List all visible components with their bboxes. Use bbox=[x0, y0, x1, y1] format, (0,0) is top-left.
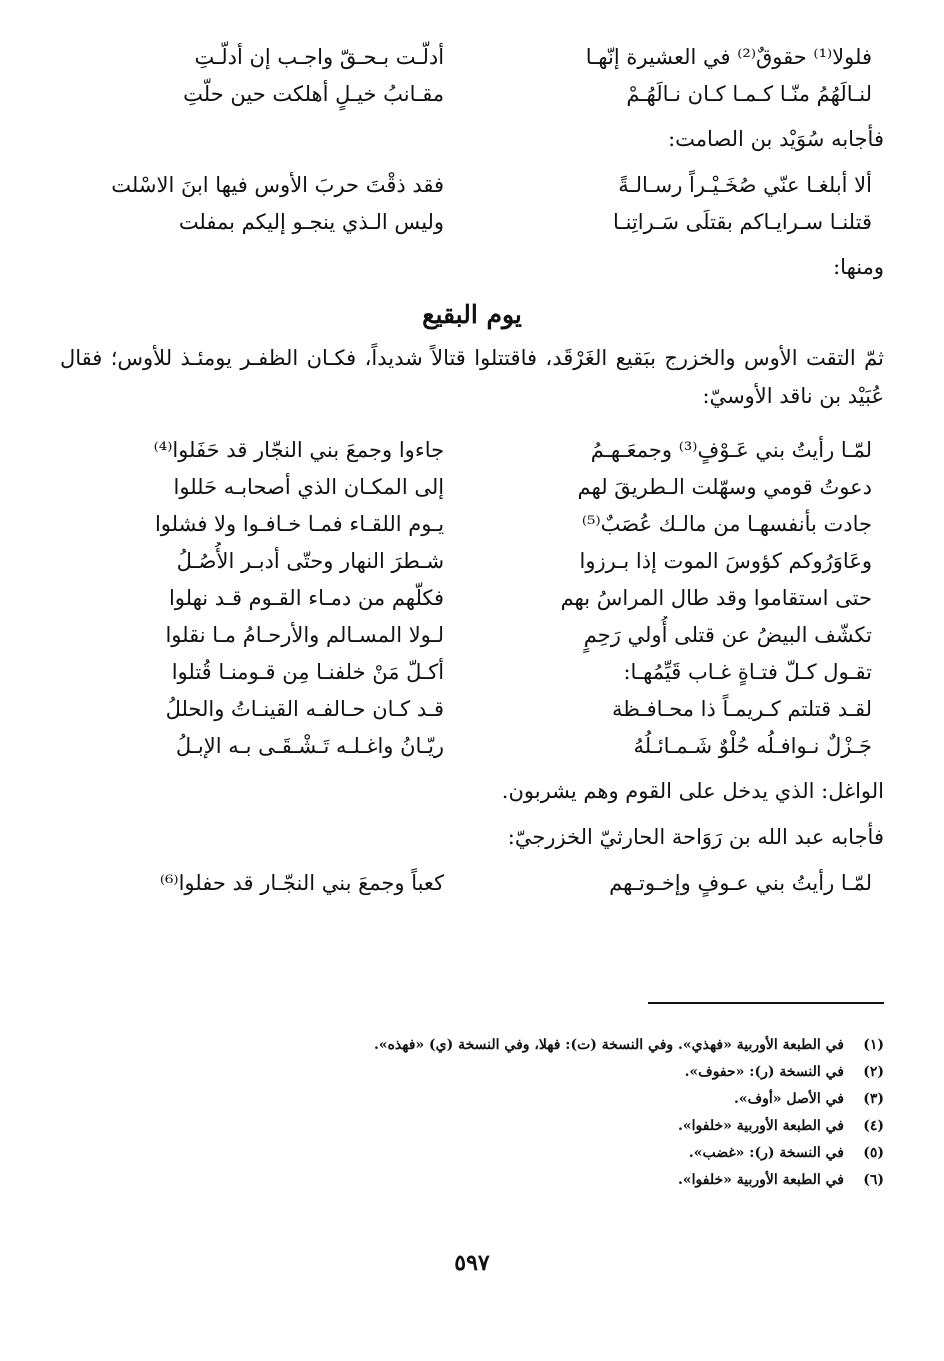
reply-intro-1: فأجابه سُوَيْد بن الصامت: bbox=[668, 127, 884, 151]
verse-line bbox=[60, 203, 884, 240]
verse-line bbox=[60, 864, 884, 901]
poem-block-2 bbox=[60, 166, 884, 240]
verse-line bbox=[60, 616, 884, 653]
verse-first-hemistich: جادت بأنفسهـا من مالـك عُصَبٌ⁽⁵⁾ bbox=[581, 511, 872, 536]
verse-line bbox=[60, 505, 884, 542]
footnote-number: (١) bbox=[863, 1037, 884, 1053]
verse-first-hemistich: لمّـا رأيتُ بني عَـوْفٍ⁽³⁾ وجمعَـهـمُ bbox=[590, 437, 872, 462]
verse-line bbox=[60, 468, 884, 505]
verse-second-hemistich: لـولا المسـالم والأرحـامُ مـا نقلوا bbox=[165, 622, 445, 647]
verse-line bbox=[60, 579, 884, 616]
verse-line bbox=[60, 727, 884, 764]
verse-second-hemistich: ريّـانُ واغـلـه تَـشْـقَـى بـه الإبـلُ bbox=[175, 733, 445, 758]
verse-first-hemistich: تكشّف البيضُ عن قتلى أُولي رَحِمٍ bbox=[583, 622, 872, 647]
verse-line bbox=[60, 431, 884, 468]
verse-second-hemistich: شـطرَ النهار وحتّى أدبـر الأُصُـلُ bbox=[176, 548, 445, 573]
footnote-number: (٣) bbox=[863, 1091, 884, 1107]
gloss-line: الواغل: الذي يدخل على القوم وهم يشربون. bbox=[501, 779, 884, 803]
verse-first-hemistich: حتى استقاموا وقد طال المراسُ بهم bbox=[560, 585, 872, 610]
verse-second-hemistich: فكلّهم من دمـاء القـوم قـد نهلوا bbox=[168, 585, 445, 610]
verse-second-hemistich: كعباً وجمعَ بني النجّـار قد حفلوا⁽⁶⁾ bbox=[159, 870, 445, 895]
verse-first-hemistich: دعوتُ قومي وسهّلت الـطريقَ لهم bbox=[577, 474, 872, 499]
section-title: يوم البقيع bbox=[422, 300, 522, 329]
footnote bbox=[60, 1167, 884, 1194]
verse-second-hemistich: جاءوا وجمعَ بني النجّار قد حَفَلوا⁽⁴⁾ bbox=[153, 437, 445, 462]
verse-line bbox=[60, 38, 884, 75]
footnote bbox=[60, 1140, 884, 1167]
verse-first-hemistich: وعَاوَرُوكم كؤوسَ الموت إذا بـرزوا bbox=[579, 548, 872, 573]
verse-first-hemistich: فلولا⁽¹⁾ حقوقٌ⁽²⁾ في العشيرة إنّهـا bbox=[585, 44, 872, 69]
footnote-text: في الطبعة الأوربية «خلفوا». bbox=[678, 1172, 844, 1188]
verse-first-hemistich: لمّـا رأيتُ بني عـوفٍ وإخـوتـهم bbox=[609, 870, 872, 895]
verse-second-hemistich: فقد ذقْتَ حربَ الأوس فيها ابنَ الاسْلت bbox=[111, 172, 445, 197]
poem-block-4 bbox=[60, 864, 884, 901]
page-body bbox=[60, 38, 884, 901]
footnote bbox=[60, 1032, 884, 1059]
reply-intro-2: فأجابه عبد الله بن رَوَاحة الحارثيّ الخزرجيّ: bbox=[507, 825, 884, 849]
verse-line bbox=[60, 542, 884, 579]
verse-second-hemistich: إلى المكـان الذي أصحابـه حَللوا bbox=[173, 474, 445, 499]
footnote-number: (٦) bbox=[863, 1172, 884, 1188]
verse-line bbox=[60, 75, 884, 112]
footnote-text: في الطبعة الأوربية «فهذي». وفي النسخة (ت): فهلا، وفي النسخة (ي) «فهذه». bbox=[373, 1037, 844, 1053]
verse-second-hemistich: وليس الـذي ينجـو إليكم بمفلت bbox=[178, 209, 445, 234]
footnote-text: في النسخة (ر): «غضب». bbox=[688, 1145, 844, 1161]
verse-first-hemistich: قتلنـا سـرايـاكم بقتلَى سَـراتِنـا bbox=[613, 209, 872, 234]
verse-first-hemistich: لقـد قتلتم كـريمـاً ذا محـافـظة bbox=[611, 696, 872, 721]
footnote bbox=[60, 1059, 884, 1086]
verse-second-hemistich: قـد كـان حـالفـه القينـاتُ والحللُ bbox=[165, 696, 445, 721]
verse-line bbox=[60, 166, 884, 203]
verse-line bbox=[60, 653, 884, 690]
footnote-number: (٤) bbox=[863, 1118, 884, 1134]
verse-first-hemistich: لنـالَهُمُ منّـا كـمـا كـان نـالَهُـمْ bbox=[626, 81, 872, 106]
footnote-text: في الطبعة الأوربية «خلفوا». bbox=[678, 1118, 844, 1134]
verse-first-hemistich: جَـزْلٌ نـوافـلُه حُلْوٌ شَـمـائـلُهُ bbox=[633, 733, 872, 758]
footnote bbox=[60, 1086, 884, 1113]
verse-second-hemistich: يـوم اللقـاء فمـا خـافـوا ولا فشلوا bbox=[154, 511, 445, 536]
footnote bbox=[60, 1113, 884, 1140]
poem-block-3 bbox=[60, 431, 884, 764]
verse-second-hemistich: أكـلّ مَنْ خلفنـا مِن قـومنـا قُتلوا bbox=[171, 659, 445, 684]
verse-line bbox=[60, 690, 884, 727]
poem-block-1 bbox=[60, 38, 884, 112]
narrative-paragraph: ثمّ التقت الأوس والخزرج ببَقيع الغَرْقَد، فاقتتلوا قتالاً شديداً، فكـان الظفـر يومئـذ للأوس؛ فقال عُبَيْد بن ناقد الأوسيّ: bbox=[60, 346, 884, 408]
verse-first-hemistich: ألا أبلغـا عنّي صُخَـيْـراً رسـالـةً bbox=[618, 172, 872, 197]
footnote-text: في النسخة (ر): «حفوف». bbox=[684, 1064, 844, 1080]
minha-label: ومنها: bbox=[833, 255, 884, 279]
footnote-number: (٥) bbox=[863, 1145, 884, 1161]
footnote-divider bbox=[648, 1002, 884, 1004]
footnote-text: في الأصل «أوف». bbox=[733, 1091, 844, 1107]
verse-first-hemistich: تقـول كـلّ فتـاةٍ غـاب قَيِّمُهـا: bbox=[623, 659, 872, 684]
page-number: ٥٩٧ bbox=[454, 1250, 490, 1276]
verse-second-hemistich: مقـانبُ خيـلٍ أهلكت حين حلّتِ bbox=[183, 81, 445, 106]
footnote-number: (٢) bbox=[863, 1064, 884, 1080]
verse-second-hemistich: أدلّـت بـحـقّ واجـب إن أدلّـتِ bbox=[194, 44, 445, 69]
